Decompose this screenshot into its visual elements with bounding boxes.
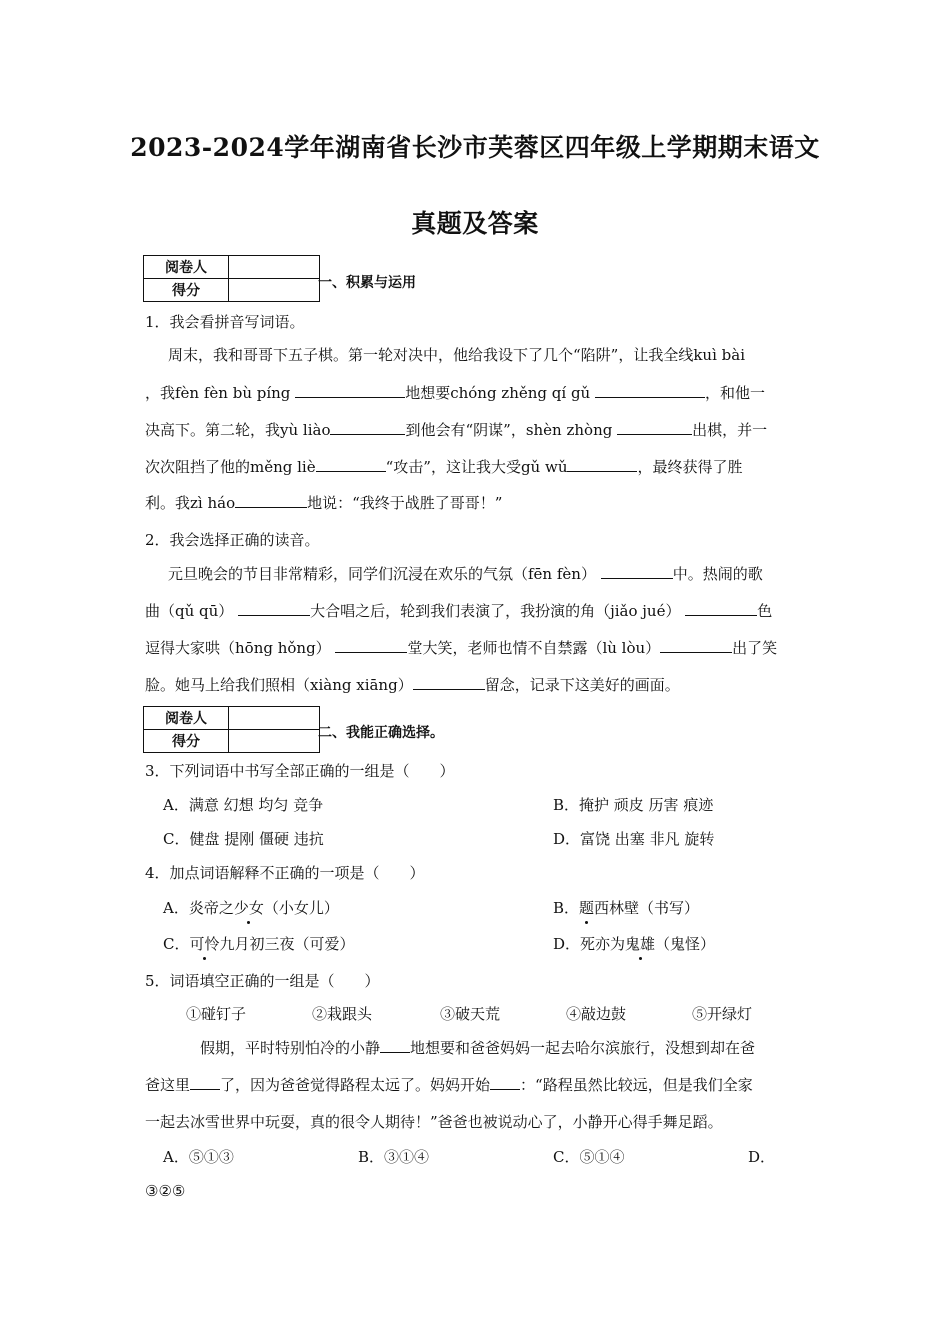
q5-word-2: ②栽跟头: [312, 1005, 373, 1023]
q5-passage-line-3: 一起去冰雪世界中玩耍，真的很令人期待！”爸爸也被说动心了，小静开心得手舞足蹈。: [145, 1113, 723, 1131]
answer-blank[interactable]: [567, 457, 637, 472]
answer-blank[interactable]: [238, 601, 310, 616]
q5-option-a[interactable]: A．⑤①③: [163, 1148, 234, 1166]
score-box-2: [143, 706, 320, 753]
score-label: 得分: [144, 730, 229, 753]
answer-blank[interactable]: [316, 457, 386, 472]
answer-blank[interactable]: [190, 1075, 220, 1090]
q2-stem: 2．我会选择正确的读音。: [145, 531, 320, 549]
q1-line-2: ，我fèn fèn bù píng 地想要chóng zhěng qí gǔ ，和他一: [145, 384, 765, 402]
section-heading-1: 一、积累与运用: [318, 275, 416, 291]
q5-option-c[interactable]: C．⑤①④: [553, 1148, 625, 1166]
section-heading-2: 二、我能正确选择。: [318, 725, 444, 741]
answer-blank[interactable]: [335, 638, 407, 653]
dotted-word: 可怜: [189, 935, 220, 953]
answer-blank[interactable]: [380, 1038, 410, 1053]
q5-option-b[interactable]: B．③①④: [358, 1148, 430, 1166]
answer-blank[interactable]: [601, 564, 673, 579]
q5-word-5: ⑤开绿灯: [692, 1005, 753, 1023]
q2-line-1: 元旦晚会的节目非常精彩，同学们沉浸在欢乐的气氛（fēn fèn） 中。热闹的歌: [168, 565, 763, 583]
q3-option-b[interactable]: B．掩护 顽皮 历害 痕迹: [553, 796, 714, 814]
q5-stem: 5．词语填空正确的一组是（ ）: [145, 972, 380, 990]
q1-line-1: 周末，我和哥哥下五子棋。第一轮对决中，他给我设下了几个“陷阱”，让我全线kuì bài: [168, 346, 745, 364]
q3-option-a[interactable]: A．满意 幻想 均匀 竞争: [163, 796, 324, 814]
score-cell: [229, 279, 320, 302]
score-label: 得分: [144, 279, 229, 302]
q5-passage-line-2: 爸这里 了，因为爸爸觉得路程太远了。妈妈开始 ：“路程虽然比较远，但是我们全家: [145, 1076, 753, 1094]
dotted-word: 少女: [233, 899, 264, 917]
reviewer-label: 阅卷人: [144, 256, 229, 279]
answer-blank[interactable]: [330, 420, 405, 435]
q3-stem: 3．下列词语中书写全部正确的一组是（ ）: [145, 762, 455, 780]
answer-blank[interactable]: [295, 383, 405, 398]
dotted-word: 鬼雄: [625, 935, 656, 953]
reviewer-cell: [229, 256, 320, 279]
q2-line-3: 逗得大家哄（hōng hǒng） 堂大笑，老师也情不自禁露（lù lòu） 出了笑: [145, 639, 778, 657]
q4-option-d[interactable]: D．死亦为鬼雄（鬼怪）: [553, 935, 716, 953]
q4-option-c[interactable]: C．可怜九月初三夜（可爱）: [163, 935, 355, 953]
q4-option-a[interactable]: A．炎帝之少女（小女儿）: [163, 899, 339, 917]
q5-passage-line-1: 假期，平时特别怕冷的小静 地想要和爸爸妈妈一起去哈尔滨旅行，没想到却在爸: [200, 1039, 756, 1057]
q1-line-4: 次次阻挡了他的měng liè “攻击”，这让我大受gǔ wǔ ，最终获得了胜: [145, 458, 743, 476]
q1-line-5: 利。我zì háo 地说：“我终于战胜了哥哥！”: [145, 494, 503, 512]
answer-blank[interactable]: [413, 675, 485, 690]
q5-word-1: ①碰钉子: [186, 1005, 247, 1023]
q2-line-4: 脸。她马上给我们照相（xiàng xiāng） 留念，记录下这美好的画面。: [145, 676, 680, 694]
q5-word-4: ④敲边鼓: [566, 1005, 627, 1023]
answer-blank[interactable]: [685, 601, 757, 616]
q3-option-d[interactable]: D．富饶 出塞 非凡 旋转: [553, 830, 715, 848]
q3-option-c[interactable]: C．健盘 提刚 僵硬 违抗: [163, 830, 324, 848]
answer-blank[interactable]: [660, 638, 732, 653]
score-cell: [229, 730, 320, 753]
q1-stem: 1．我会看拼音写词语。: [145, 313, 305, 331]
document-title-line-2: 真题及答案: [411, 209, 539, 238]
answer-blank[interactable]: [595, 383, 705, 398]
q1-line-3: 决高下。第二轮，我yù liào 到他会有“阴谋”，shèn zhòng 出棋，并一: [145, 421, 768, 439]
q5-option-d-continued[interactable]: ③②⑤: [145, 1182, 186, 1200]
q4-option-b[interactable]: B．题西林壁（书写）: [553, 899, 700, 917]
dotted-word: 题: [579, 899, 595, 917]
q5-option-d[interactable]: D．: [748, 1148, 776, 1166]
q4-stem: 4．加点词语解释不正确的一项是（ ）: [145, 864, 425, 882]
score-box-1: [143, 255, 320, 302]
answer-blank[interactable]: [490, 1075, 520, 1090]
q2-line-2: 曲（qǔ qū） 大合唱之后，轮到我们表演了，我扮演的角（jiǎo jué） 色: [145, 602, 773, 620]
answer-blank[interactable]: [235, 493, 307, 508]
q5-word-3: ③破天荒: [440, 1005, 501, 1023]
reviewer-cell: [229, 707, 320, 730]
reviewer-label: 阅卷人: [144, 707, 229, 730]
answer-blank[interactable]: [617, 420, 692, 435]
document-title-line-1: 2023-2024学年湖南省长沙市芙蓉区四年级上学期期末语文: [130, 133, 820, 162]
